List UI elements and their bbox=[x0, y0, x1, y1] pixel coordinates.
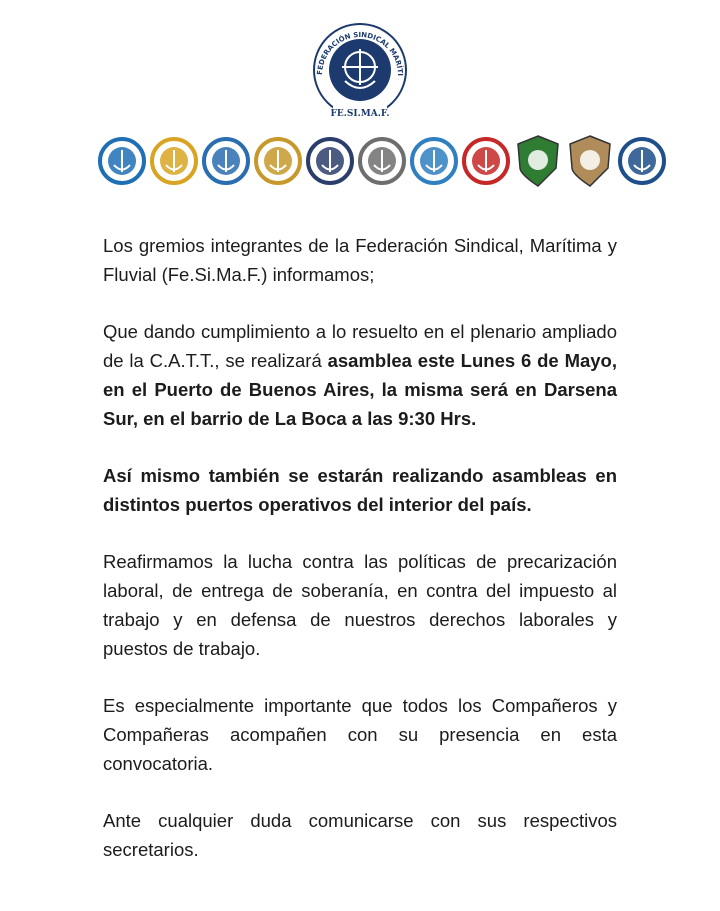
paragraph-importance: Es especialmente importante que todos los Compañeros y Compañeras acompañen con su presencia en esta convocatoria. bbox=[103, 695, 617, 774]
union-logo-4 bbox=[252, 132, 304, 190]
federation-emblem-icon bbox=[305, 15, 415, 125]
union-logo-2 bbox=[148, 132, 200, 190]
union-emblem-icon bbox=[408, 132, 460, 190]
paragraph-intro: Los gremios integrantes de la Federación Sindical, Marítima y Fluvial (Fe.Si.Ma.F.) informamos; bbox=[103, 235, 617, 285]
union-logos-row bbox=[96, 128, 628, 194]
announcement-body bbox=[103, 231, 617, 892]
union-logo-9 bbox=[512, 132, 564, 190]
union-logo-10 bbox=[564, 132, 616, 190]
assembly-intro-text: Que dando cumplimiento a lo resuelto en el plenario ampliado de la C.A.T.T., se realizará bbox=[103, 321, 617, 371]
interior-assemblies-text: Así mismo también se estarán realizando asambleas en distintos puertos operativos del interior del país. bbox=[103, 465, 617, 515]
union-emblem-icon bbox=[512, 132, 564, 190]
union-emblem-icon bbox=[460, 132, 512, 190]
paragraph-assembly bbox=[103, 317, 617, 433]
union-emblem-icon bbox=[252, 132, 304, 190]
union-emblem-icon bbox=[356, 132, 408, 190]
union-logo-7 bbox=[408, 132, 460, 190]
union-emblem-icon bbox=[304, 132, 356, 190]
union-logo-1 bbox=[96, 132, 148, 190]
assembly-details: asamblea este Lunes 6 de Mayo, en el Puerto de Buenos Aires, la misma será en Darsena Sur, en el barrio de La Boca a las 9:30 Hrs. bbox=[103, 350, 617, 429]
union-logo-11 bbox=[616, 132, 668, 190]
union-emblem-icon bbox=[96, 132, 148, 190]
union-logo-3 bbox=[200, 132, 252, 190]
union-logo-5 bbox=[304, 132, 356, 190]
paragraph-contact: Ante cualquier duda comunicarse con sus respectivos secretarios. bbox=[103, 810, 617, 860]
federation-logo bbox=[305, 15, 415, 125]
union-emblem-icon bbox=[148, 132, 200, 190]
paragraph-interior bbox=[103, 461, 617, 519]
union-emblem-icon bbox=[200, 132, 252, 190]
logo-ring-text: FEDERACIÓN SINDICAL MARÍTI bbox=[315, 30, 405, 77]
union-emblem-icon bbox=[564, 132, 616, 190]
union-logo-8 bbox=[460, 132, 512, 190]
union-emblem-icon bbox=[616, 132, 668, 190]
union-logo-6 bbox=[356, 132, 408, 190]
logo-label: FE.SI.MA.F. bbox=[330, 109, 390, 119]
paragraph-struggle: Reafirmamos la lucha contra las políticas de precarización laboral, de entrega de soberanía, en contra del impuesto al trabajo y en defensa de nuestros derechos laborales y puestos de trabajo. bbox=[103, 551, 617, 659]
